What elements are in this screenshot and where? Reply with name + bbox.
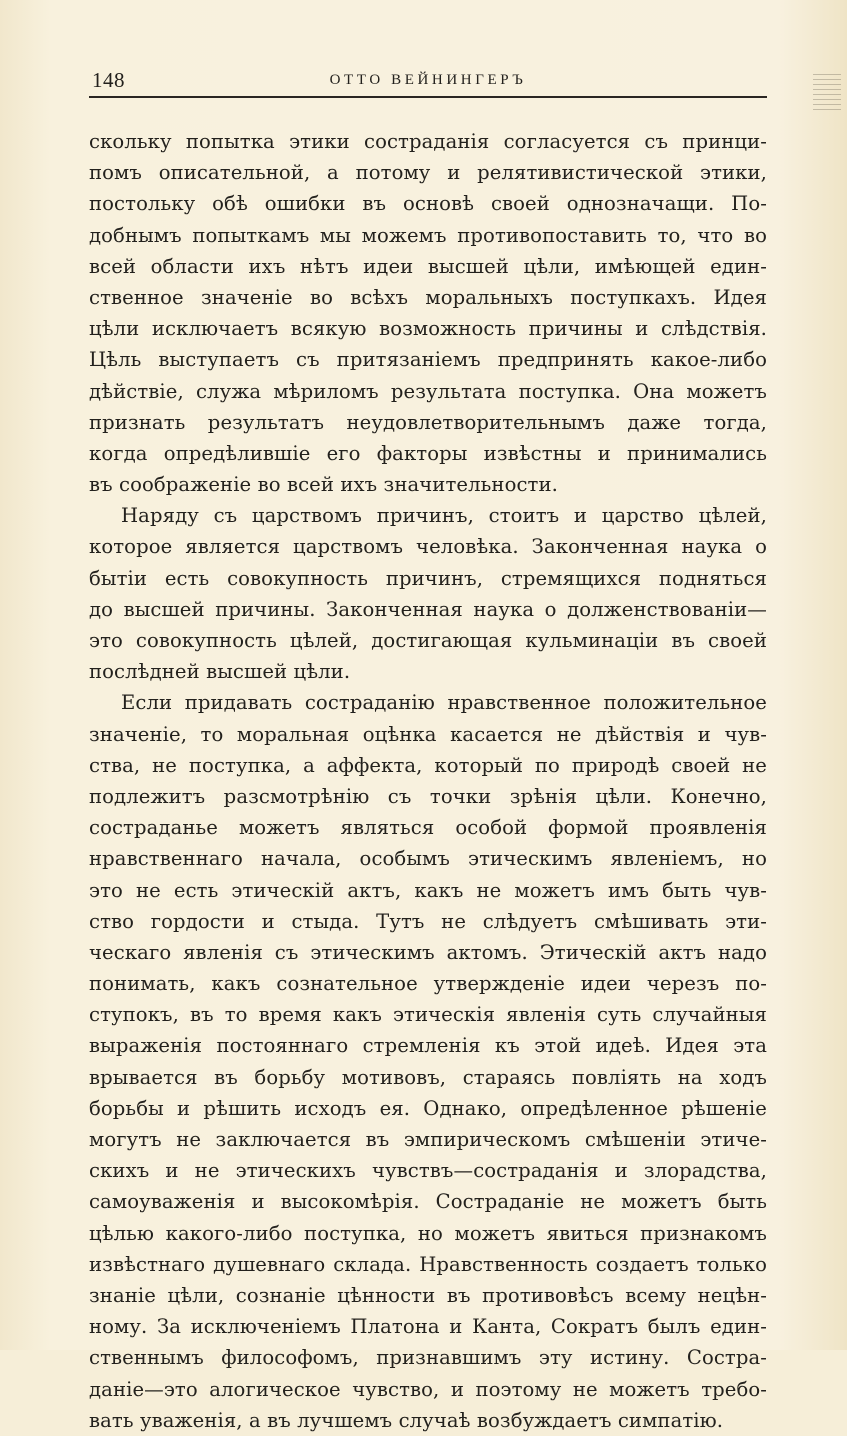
page-header bbox=[89, 66, 767, 98]
text-line: ному. За исключенiемъ Платона и Канта, Сократъ былъ един- bbox=[89, 1315, 767, 1339]
text-line: въ соображенiе во всей ихъ значительности. bbox=[89, 473, 558, 497]
text-line: цѣлью какого-либо поступка, но можетъ явиться признакомъ bbox=[89, 1221, 767, 1245]
text-line: борьбы и рѣшить исходъ ея. Однако, опредѣленное рѣшеніе bbox=[89, 1096, 767, 1120]
text-line: извѣстнаго душевнаго склада. Нравственность создаетъ только bbox=[89, 1252, 767, 1276]
paragraph bbox=[89, 126, 767, 500]
text-line: ступокъ, въ то время какъ этическія явленія суть случайныя bbox=[89, 1003, 767, 1027]
text-line: это не есть этическій актъ, какъ не можетъ имъ быть чув- bbox=[89, 878, 767, 902]
text-line: ственнымъ философомъ, признавшимъ эту истину. Состра- bbox=[89, 1346, 767, 1370]
text-line: выраженія постояннаго стремленія къ этой идеѣ. Идея эта bbox=[89, 1034, 767, 1058]
text-line: данiе—это алогическое чувство, и поэтому не можетъ требо- bbox=[89, 1377, 767, 1401]
text-line: которое является царствомъ человѣка. Законченная наука о bbox=[89, 535, 767, 559]
text-line: скихъ и не этическихъ чувствъ—состраданія и злорадства, bbox=[89, 1159, 767, 1183]
text-line: ство гордости и стыда. Тутъ не слѣдуетъ смѣшивать эти- bbox=[89, 909, 767, 933]
text-line: до высшей причины. Законченная наука о долженствованiи— bbox=[89, 597, 767, 621]
running-head: ОТТО ВЕЙНИНГЕРЪ bbox=[329, 72, 527, 88]
text-line: когда опредѣлившіе его факторы извѣстны и принимались bbox=[89, 441, 767, 465]
text-line: Наряду съ царствомъ причинъ, стоитъ и царство цѣлей, bbox=[121, 504, 767, 528]
page-number: 148 bbox=[92, 68, 125, 92]
text-line: Цѣль выступаетъ съ притязанiемъ предпринять какое-либо bbox=[89, 348, 767, 372]
text-line: могутъ не заключается въ эмпирическомъ смѣшенiи этиче- bbox=[89, 1128, 767, 1151]
body-text bbox=[89, 126, 767, 1436]
text-line: всей области ихъ нѣтъ идеи высшей цѣли, имѣющей един- bbox=[89, 254, 767, 278]
text-line: дѣйствiе, служа мѣриломъ результата поступка. Она можетъ bbox=[89, 379, 767, 403]
text-line: знаніе цѣли, сознаніе цѣнности въ противовѣсъ всему нецѣн- bbox=[89, 1283, 767, 1307]
paragraph bbox=[89, 687, 767, 1436]
text-line: состраданье можетъ являться особой формой проявленія bbox=[89, 816, 767, 840]
margin-mark bbox=[813, 70, 841, 110]
text-line: Если придавать состраданію нравственное положительное bbox=[121, 691, 767, 715]
text-line: постольку обѣ ошибки въ основѣ своей однозначащи. По- bbox=[89, 192, 767, 216]
text-line: это совокупность цѣлей, достигающая кульминаціи въ своей bbox=[89, 629, 767, 652]
text-line: нравственнаго начала, особымъ этическимъ явленiемъ, но bbox=[89, 847, 767, 871]
paragraph bbox=[89, 500, 767, 687]
text-line: скольку попытка этики состраданія согласуется съ принци- bbox=[89, 130, 767, 153]
text-line: вать уваженія, а въ лучшемъ случаѣ возбуждаетъ симпатію. bbox=[89, 1408, 724, 1432]
text-line: ческаго явленія съ этическимъ актомъ. Этическій актъ надо bbox=[89, 940, 767, 964]
text-line: цѣли исключаетъ всякую возможность причины и слѣдствія. bbox=[89, 317, 767, 341]
text-line: добнымъ попыткамъ мы можемъ противопоставить то, что во bbox=[89, 223, 767, 247]
text-line: подлежитъ разсмотрѣнію съ точки зрѣнія цѣли. Конечно, bbox=[89, 784, 767, 808]
text-line: ственное значенiе во всѣхъ моральныхъ поступкахъ. Идея bbox=[89, 285, 767, 309]
text-line: понимать, какъ сознательное утвержденiе идеи черезъ по- bbox=[89, 972, 767, 996]
text-line: послѣдней высшей цѣли. bbox=[89, 660, 351, 684]
text-line: врывается въ борьбу мотивовъ, стараясь повліять на ходъ bbox=[89, 1065, 767, 1089]
text-line: бытіи есть совокупность причинъ, стремящихся подняться bbox=[89, 566, 767, 590]
text-line: самоуваженія и высокомѣрія. Состраданіе не можетъ быть bbox=[89, 1190, 767, 1214]
text-line: ства, не поступка, а аффекта, который по природѣ своей не bbox=[89, 753, 767, 777]
text-line: признать результатъ неудовлетворительнымъ даже тогда, bbox=[89, 410, 767, 434]
text-line: значенiе, то моральная оцѣнка касается не дѣйствія и чув- bbox=[89, 722, 767, 746]
text-line: помъ описательной, а потому и релятивистической этики, bbox=[89, 161, 767, 185]
